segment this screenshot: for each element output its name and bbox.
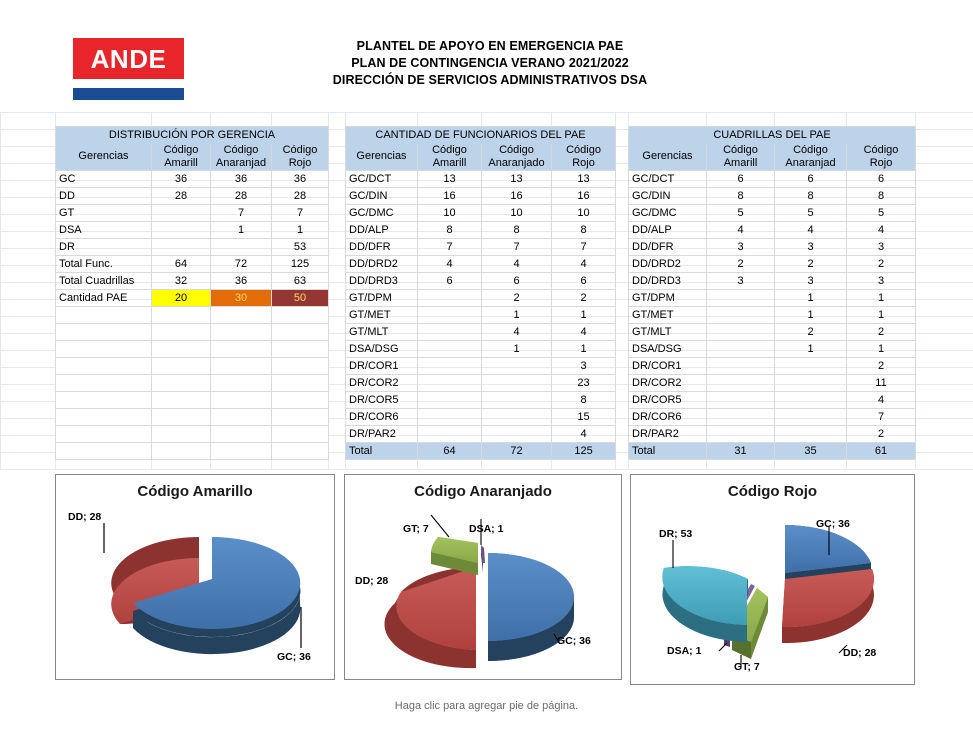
cell-amarillo: 2: [707, 255, 775, 272]
row-label: Total: [346, 442, 418, 459]
cell-amarillo: 28: [152, 187, 211, 204]
cell-amarillo: 8: [418, 221, 482, 238]
leader-line-dsa: [719, 643, 727, 651]
table-row: [346, 238, 616, 255]
row-label: DR/PAR2: [346, 425, 418, 442]
row-label: DSA: [56, 221, 152, 238]
table-title: CANTIDAD DE FUNCIONARIOS DEL PAE: [346, 127, 616, 144]
col-header-line1: Código: [863, 143, 899, 156]
col-header-line2: Amarill: [723, 156, 758, 169]
logo-red-box: [73, 38, 184, 79]
cell-anaranjado: 3: [775, 238, 847, 255]
row-label: DR/COR1: [346, 357, 418, 374]
row-label: GT/MLT: [346, 323, 418, 340]
cell-rojo: 10: [552, 204, 616, 221]
cell-rojo: 3: [847, 272, 916, 289]
data-label-dd: DD; 28: [68, 511, 102, 523]
pie-slice-dsa: [481, 545, 485, 573]
cell-rojo: 28: [272, 187, 329, 204]
cell-amarillo: [707, 374, 775, 391]
table-row: [56, 204, 329, 221]
cell-rojo: 1: [847, 289, 916, 306]
row-label: DD/ALP: [346, 221, 418, 238]
table-row: [346, 187, 616, 204]
cell-anaranjado: 3: [775, 272, 847, 289]
cell-amarillo: 6: [707, 170, 775, 187]
table-row: [346, 221, 616, 238]
cell-anaranjado: [482, 425, 552, 442]
row-label: DR/COR6: [346, 408, 418, 425]
row-label: GC/DCT: [629, 170, 707, 187]
col-header-codigo-anaranjado: [775, 144, 847, 171]
cell-rojo: 3: [552, 357, 616, 374]
table-row: [56, 221, 329, 238]
cell-amarillo: [152, 221, 211, 238]
cell-anaranjado: [211, 238, 272, 255]
cell-amarillo: [418, 289, 482, 306]
cell-rojo: 1: [272, 221, 329, 238]
data-label-dsa: DSA; 1: [469, 523, 504, 535]
table-row: [629, 238, 916, 255]
pie-chart-amarillo: [56, 475, 335, 680]
pae-cell-rojo: 50: [272, 289, 329, 306]
cell-rojo: 1: [847, 306, 916, 323]
data-label-dd: DD; 28: [355, 575, 389, 587]
table-row-total-func: [56, 255, 329, 272]
cell-anaranjado: 2: [482, 289, 552, 306]
data-label-dd: DD; 28: [843, 647, 877, 659]
row-label: DR/COR1: [629, 357, 707, 374]
cell-anaranjado: 7: [482, 238, 552, 255]
cell-rojo: 4: [552, 425, 616, 442]
cell-amarillo: [707, 408, 775, 425]
table-row: [629, 221, 916, 238]
table-title: CUADRILLAS DEL PAE: [629, 127, 916, 144]
cell-anaranjado: 10: [482, 204, 552, 221]
cell-anaranjado: [482, 357, 552, 374]
cell-amarillo: 4: [707, 221, 775, 238]
row-label: GT/MLT: [629, 323, 707, 340]
row-label: Total: [629, 442, 707, 459]
pae-cell-amarillo: 20: [152, 289, 211, 306]
cell-amarillo: [707, 289, 775, 306]
col-header-line1: Código: [723, 143, 758, 156]
cell-amarillo: 31: [707, 442, 775, 459]
cell-anaranjado: 16: [482, 187, 552, 204]
table-cantidad-funcionarios-pae: [345, 126, 616, 460]
cell-rojo: 13: [552, 170, 616, 187]
cell-rojo: 4: [552, 255, 616, 272]
cell-rojo: 125: [272, 255, 329, 272]
col-header-codigo-rojo: [847, 144, 916, 171]
cell-rojo: 36: [272, 170, 329, 187]
table-row: [346, 391, 616, 408]
col-header-line1: Código: [432, 143, 467, 156]
table-row: [346, 374, 616, 391]
table-row: [56, 238, 329, 255]
cell-rojo: 2: [552, 289, 616, 306]
row-label: GC/DIN: [629, 187, 707, 204]
table-blank-row: [56, 323, 329, 340]
data-label-gc: GC; 36: [277, 651, 311, 663]
table-row: [629, 306, 916, 323]
cell-anaranjado: [775, 408, 847, 425]
row-label: DR/COR5: [346, 391, 418, 408]
row-label: GT/DPM: [629, 289, 707, 306]
row-label: GT: [56, 204, 152, 221]
col-header-line2: Rojo: [572, 156, 595, 169]
cell-amarillo: [418, 425, 482, 442]
table-row: [346, 323, 616, 340]
cell-anaranjado: 5: [775, 204, 847, 221]
cell-rojo: 4: [847, 391, 916, 408]
title-line-2: PLAN DE CONTINGENCIA VERANO 2021/2022: [351, 56, 629, 70]
cell-anaranjado: [775, 374, 847, 391]
cell-anaranjado: 7: [211, 204, 272, 221]
table-row: [346, 357, 616, 374]
cell-anaranjado: 4: [482, 323, 552, 340]
pie-slice-gt: [431, 537, 478, 575]
chart-panel-codigo-rojo[interactable]: [630, 474, 915, 685]
cell-amarillo: 5: [707, 204, 775, 221]
cell-rojo: 7: [847, 408, 916, 425]
cell-amarillo: 32: [152, 272, 211, 289]
pie-slice-dd: [782, 569, 874, 643]
cell-amarillo: [707, 306, 775, 323]
cell-rojo: 2: [847, 255, 916, 272]
row-label: GC/DCT: [346, 170, 418, 187]
cell-anaranjado: 4: [482, 255, 552, 272]
chart-title: Código Rojo: [727, 483, 818, 500]
col-header-line2: Amarill: [432, 156, 467, 169]
row-label: DD: [56, 187, 152, 204]
cell-amarillo: [418, 323, 482, 340]
table-cuadrillas-pae: [628, 126, 916, 460]
cell-amarillo: 36: [152, 170, 211, 187]
cell-anaranjado: 6: [775, 170, 847, 187]
table-row: [56, 187, 329, 204]
row-label: GT/MET: [629, 306, 707, 323]
cell-amarillo: [418, 391, 482, 408]
col-header-codigo-anaranjado: [211, 144, 272, 171]
cell-anaranjado: 8: [775, 187, 847, 204]
cell-amarillo: 4: [418, 255, 482, 272]
table-header-title-row: [346, 127, 616, 144]
cell-amarillo: [707, 340, 775, 357]
title-line-3: DIRECCIÓN DE SERVICIOS ADMINISTRATIVOS DSA: [332, 73, 648, 87]
cell-rojo: 8: [552, 221, 616, 238]
table-row: [629, 170, 916, 187]
footer-placeholder[interactable]: Haga clic para agregar pie de página.: [394, 700, 579, 712]
table-header-title-row: [629, 127, 916, 144]
cell-rojo: 15: [552, 408, 616, 425]
cell-rojo: 5: [847, 204, 916, 221]
cell-amarillo: 16: [418, 187, 482, 204]
col-header-line1: Código: [793, 143, 828, 156]
data-label-gt: GT; 7: [403, 523, 429, 535]
table-blank-row: [56, 340, 329, 357]
leader-line-gt: [431, 515, 449, 537]
cell-amarillo: [707, 323, 775, 340]
col-header-line1: Código: [282, 143, 318, 156]
col-header-line1: Código: [223, 143, 259, 156]
cell-rojo: 3: [847, 238, 916, 255]
chart-title: Código Anaranjado: [414, 483, 552, 500]
row-label: GC/DIN: [346, 187, 418, 204]
row-label: DD/DRD3: [346, 272, 418, 289]
col-header-codigo-amarillo: [152, 144, 211, 171]
table-blank-row: [56, 374, 329, 391]
data-label-dr: DR; 53: [659, 528, 693, 540]
pie-slice-dr: [662, 566, 748, 642]
cell-rojo: 63: [272, 272, 329, 289]
cell-rojo: 2: [847, 425, 916, 442]
chart-panel-codigo-anaranjado[interactable]: [344, 474, 622, 680]
cell-anaranjado: [482, 391, 552, 408]
cell-rojo: 8: [847, 187, 916, 204]
table-row: [346, 289, 616, 306]
col-header-gerencias: Gerencias: [629, 144, 707, 171]
pae-cell-anaranjado: 30: [211, 289, 272, 306]
row-label: DR/COR6: [629, 408, 707, 425]
row-label: Total Func.: [56, 255, 152, 272]
cell-amarillo: 7: [418, 238, 482, 255]
cell-amarillo: [707, 357, 775, 374]
row-label: GT/DPM: [346, 289, 418, 306]
row-label: DR/COR2: [629, 374, 707, 391]
table-row: [346, 204, 616, 221]
cell-amarillo: 3: [707, 238, 775, 255]
cell-anaranjado: [775, 357, 847, 374]
col-header-codigo-amarillo: [418, 144, 482, 171]
row-label: GC: [56, 170, 152, 187]
col-header-line2: Rojo: [288, 156, 312, 169]
cell-amarillo: [418, 340, 482, 357]
cell-rojo: 1: [552, 340, 616, 357]
row-label: DR: [56, 238, 152, 255]
col-header-codigo-rojo: [552, 144, 616, 171]
cell-rojo: 6: [552, 272, 616, 289]
table-blank-row: [56, 306, 329, 323]
table-row: [629, 289, 916, 306]
cell-rojo: 8: [552, 391, 616, 408]
cell-rojo: 2: [847, 357, 916, 374]
table-header-title-row: [56, 127, 329, 144]
table-row: [629, 323, 916, 340]
cell-amarillo: 64: [152, 255, 211, 272]
row-label: DD/DFR: [346, 238, 418, 255]
chart-panel-codigo-amarillo[interactable]: [55, 474, 335, 680]
cell-amarillo: [707, 425, 775, 442]
cell-rojo: 2: [847, 323, 916, 340]
col-header-line2: Anaranjado: [488, 156, 545, 169]
table-row: [346, 408, 616, 425]
cell-anaranjado: 6: [482, 272, 552, 289]
chart-title: Código Amarillo: [137, 483, 253, 500]
table-row: [629, 357, 916, 374]
logo-blue-bar: [73, 88, 184, 100]
table-row: [346, 170, 616, 187]
cell-amarillo: 3: [707, 272, 775, 289]
cell-amarillo: 64: [418, 442, 482, 459]
cell-anaranjado: 1: [211, 221, 272, 238]
row-label: DSA/DSG: [629, 340, 707, 357]
table-header-row: [56, 144, 329, 171]
data-label-gc: GC; 36: [816, 518, 850, 530]
cell-anaranjado: [775, 391, 847, 408]
row-label: DD/DRD3: [629, 272, 707, 289]
cell-anaranjado: 1: [482, 306, 552, 323]
table-title: DISTRIBUCIÓN POR GERENCIA: [56, 127, 329, 144]
col-header-line1: Código: [163, 143, 199, 156]
col-header-line1: Código: [566, 143, 601, 156]
col-header-line2: Amarill: [164, 156, 198, 169]
cell-amarillo: [707, 391, 775, 408]
row-label: DD/DRD2: [629, 255, 707, 272]
col-header-codigo-anaranjado: [482, 144, 552, 171]
ande-logo: [73, 38, 184, 100]
data-label-gc: GC; 36: [557, 635, 591, 647]
cell-anaranjado: 2: [775, 255, 847, 272]
cell-anaranjado: 35: [775, 442, 847, 459]
cell-anaranjado: 1: [775, 340, 847, 357]
cell-rojo: 11: [847, 374, 916, 391]
table-header-row: [629, 144, 916, 171]
table-blank-row: [56, 425, 329, 442]
row-label: DR/COR2: [346, 374, 418, 391]
table-row: [629, 340, 916, 357]
table-row: [346, 306, 616, 323]
cell-rojo: 125: [552, 442, 616, 459]
cell-anaranjado: 1: [775, 306, 847, 323]
cell-amarillo: [418, 357, 482, 374]
cell-anaranjado: 72: [482, 442, 552, 459]
cell-rojo: 53: [272, 238, 329, 255]
logo-wordmark: ANDE: [90, 43, 167, 74]
table-row: [629, 187, 916, 204]
cell-anaranjado: 8: [482, 221, 552, 238]
col-header-gerencias: Gerencias: [56, 144, 152, 171]
cell-rojo: 1: [552, 306, 616, 323]
table-blank-row: [56, 442, 329, 459]
row-label: GC/DMC: [629, 204, 707, 221]
table-row: [629, 255, 916, 272]
row-label: GC/DMC: [346, 204, 418, 221]
table-blank-row: [56, 408, 329, 425]
cell-rojo: 1: [847, 340, 916, 357]
cell-anaranjado: 28: [211, 187, 272, 204]
cell-anaranjado: 4: [775, 221, 847, 238]
cell-rojo: 4: [552, 323, 616, 340]
table-row: [629, 204, 916, 221]
cell-anaranjado: [482, 408, 552, 425]
cell-anaranjado: [482, 374, 552, 391]
cell-anaranjado: 1: [482, 340, 552, 357]
col-header-codigo-amarillo: [707, 144, 775, 171]
col-header-gerencias: Gerencias: [346, 144, 418, 171]
table-blank-row: [56, 391, 329, 408]
col-header-line1: Código: [499, 143, 534, 156]
cell-rojo: 7: [272, 204, 329, 221]
cell-rojo: 6: [847, 170, 916, 187]
table-row-total: [629, 442, 916, 459]
cell-amarillo: [418, 306, 482, 323]
row-label: GT/MET: [346, 306, 418, 323]
title-line-1: PLANTEL DE APOYO EN EMERGENCIA PAE: [356, 39, 624, 53]
table-row: [629, 272, 916, 289]
table-row: [56, 170, 329, 187]
cell-amarillo: [152, 238, 211, 255]
cell-rojo: 7: [552, 238, 616, 255]
row-label: DD/DFR: [629, 238, 707, 255]
col-header-line2: Anaranjad: [785, 156, 836, 169]
table-row-cantidad-pae: [56, 289, 329, 306]
row-label: Total Cuadrillas: [56, 272, 152, 289]
pie-slice-dd: [384, 567, 476, 668]
data-label-gt: GT; 7: [734, 661, 760, 673]
table-row: [346, 425, 616, 442]
cell-amarillo: 10: [418, 204, 482, 221]
table-row: [629, 374, 916, 391]
table-row-total-cuadrillas: [56, 272, 329, 289]
cell-anaranjado: 36: [211, 272, 272, 289]
cell-amarillo: 6: [418, 272, 482, 289]
cell-anaranjado: [775, 425, 847, 442]
row-label: DR/COR5: [629, 391, 707, 408]
cell-amarillo: [418, 408, 482, 425]
cell-rojo: 23: [552, 374, 616, 391]
table-row: [629, 408, 916, 425]
row-label: Cantidad PAE: [56, 289, 152, 306]
table-row: [629, 425, 916, 442]
table-header-row: [346, 144, 616, 171]
table-row: [346, 255, 616, 272]
row-label: DR/PAR2: [629, 425, 707, 442]
data-label-dsa: DSA; 1: [667, 645, 702, 657]
row-label: DD/ALP: [629, 221, 707, 238]
cell-amarillo: 13: [418, 170, 482, 187]
cell-amarillo: 8: [707, 187, 775, 204]
table-row: [346, 272, 616, 289]
col-header-line2: Anaranjad: [215, 156, 267, 169]
row-label: DSA/DSG: [346, 340, 418, 357]
col-header-line2: Rojo: [869, 156, 893, 169]
cell-anaranjado: 1: [775, 289, 847, 306]
page-header: [0, 0, 973, 112]
table-row: [346, 340, 616, 357]
col-header-codigo-rojo: [272, 144, 329, 171]
cell-amarillo: [418, 374, 482, 391]
cell-anaranjado: 2: [775, 323, 847, 340]
table-distribucion-por-gerencia: [55, 126, 329, 460]
table-row: [629, 391, 916, 408]
page-title: [240, 38, 740, 89]
cell-anaranjado: 36: [211, 170, 272, 187]
cell-rojo: 61: [847, 442, 916, 459]
row-label: DD/DRD2: [346, 255, 418, 272]
cell-rojo: 4: [847, 221, 916, 238]
cell-anaranjado: 72: [211, 255, 272, 272]
table-row-total: [346, 442, 616, 459]
cell-anaranjado: 13: [482, 170, 552, 187]
cell-amarillo: [152, 204, 211, 221]
cell-rojo: 16: [552, 187, 616, 204]
table-blank-row: [56, 357, 329, 374]
